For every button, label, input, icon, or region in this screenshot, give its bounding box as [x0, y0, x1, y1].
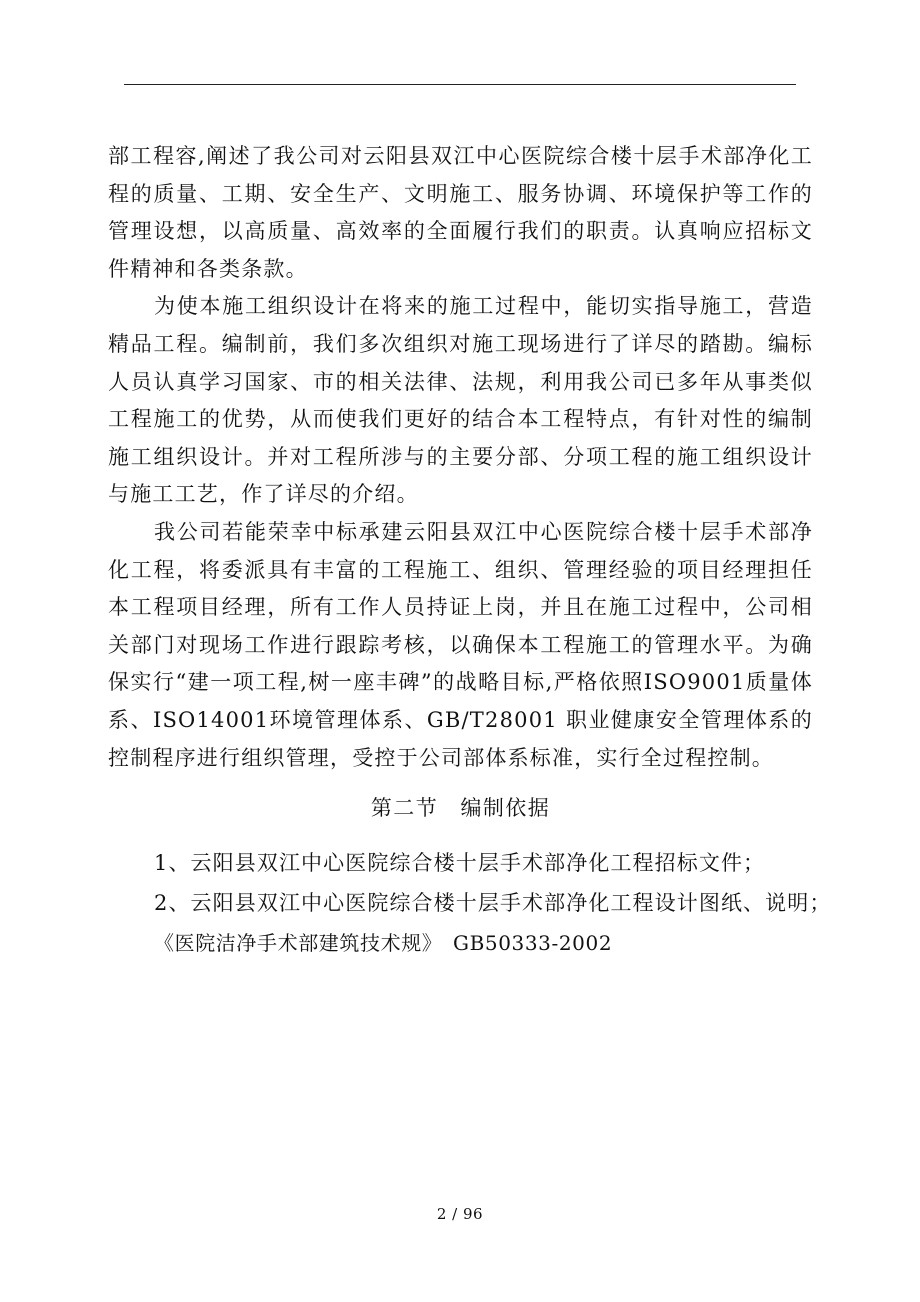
standard-reference: 《医院洁净手术部建筑技术规》 GB50333-2002	[154, 931, 613, 956]
document-body	[108, 138, 832, 963]
section-title: 第二节 编制依据	[370, 796, 551, 821]
list-item: 1、云阳县双江中心医院综合楼十层手术部净化工程招标文件；	[154, 851, 766, 876]
paragraph-2: 为使本施工组织设计在将来的施工过程中，能切实指导施工，营造精品工程。编制前，我们多次组织对施工现场进行了详尽的踏勘。编标人员认真学习国家、市的相关法律、法规，利用我公司已多年从事类似工程施工的优势，从而使我们更好的结合本工程特点，有针对性的编制施工组织设计。并对工程所涉与的主要分部、分项工程的施工组织设计与施工工艺，作了详尽的介绍。	[108, 294, 813, 507]
header-rule	[124, 84, 796, 85]
page-number: 2 / 96	[436, 1205, 484, 1223]
list-item: 2、云阳县双江中心医院综合楼十层手术部净化工程设计图纸、说明；	[154, 891, 832, 916]
paragraph-1: 部工程容,阐述了我公司对云阳县双江中心医院综合楼十层手术部净化工程的质量、工期、安全生产、文明施工、服务协调、环境保护等工作的管理设想，以高质量、高效率的全面履行我们的职责。认真响应招标文件精神和各类条款。	[108, 144, 813, 281]
paragraph-3: 我公司若能荣幸中标承建云阳县双江中心医院综合楼十层手术部净化工程，将委派具有丰富的工程施工、组织、管理经验的项目经理担任本工程项目经理，所有工作人员持证上岗，并且在施工过程中，公司相关部门对现场工作进行跟踪考核，以确保本工程施工的管理水平。为确保实行“建一项工程,树一座丰碑”的战略目标,严格依照ISO9001质量体系、ISO14001环境管理体系、GB/T28001 职业健康安全管理体系的控制程序进行组织管理，受控于公司部体系标准，实行全过程控制。	[108, 519, 813, 770]
